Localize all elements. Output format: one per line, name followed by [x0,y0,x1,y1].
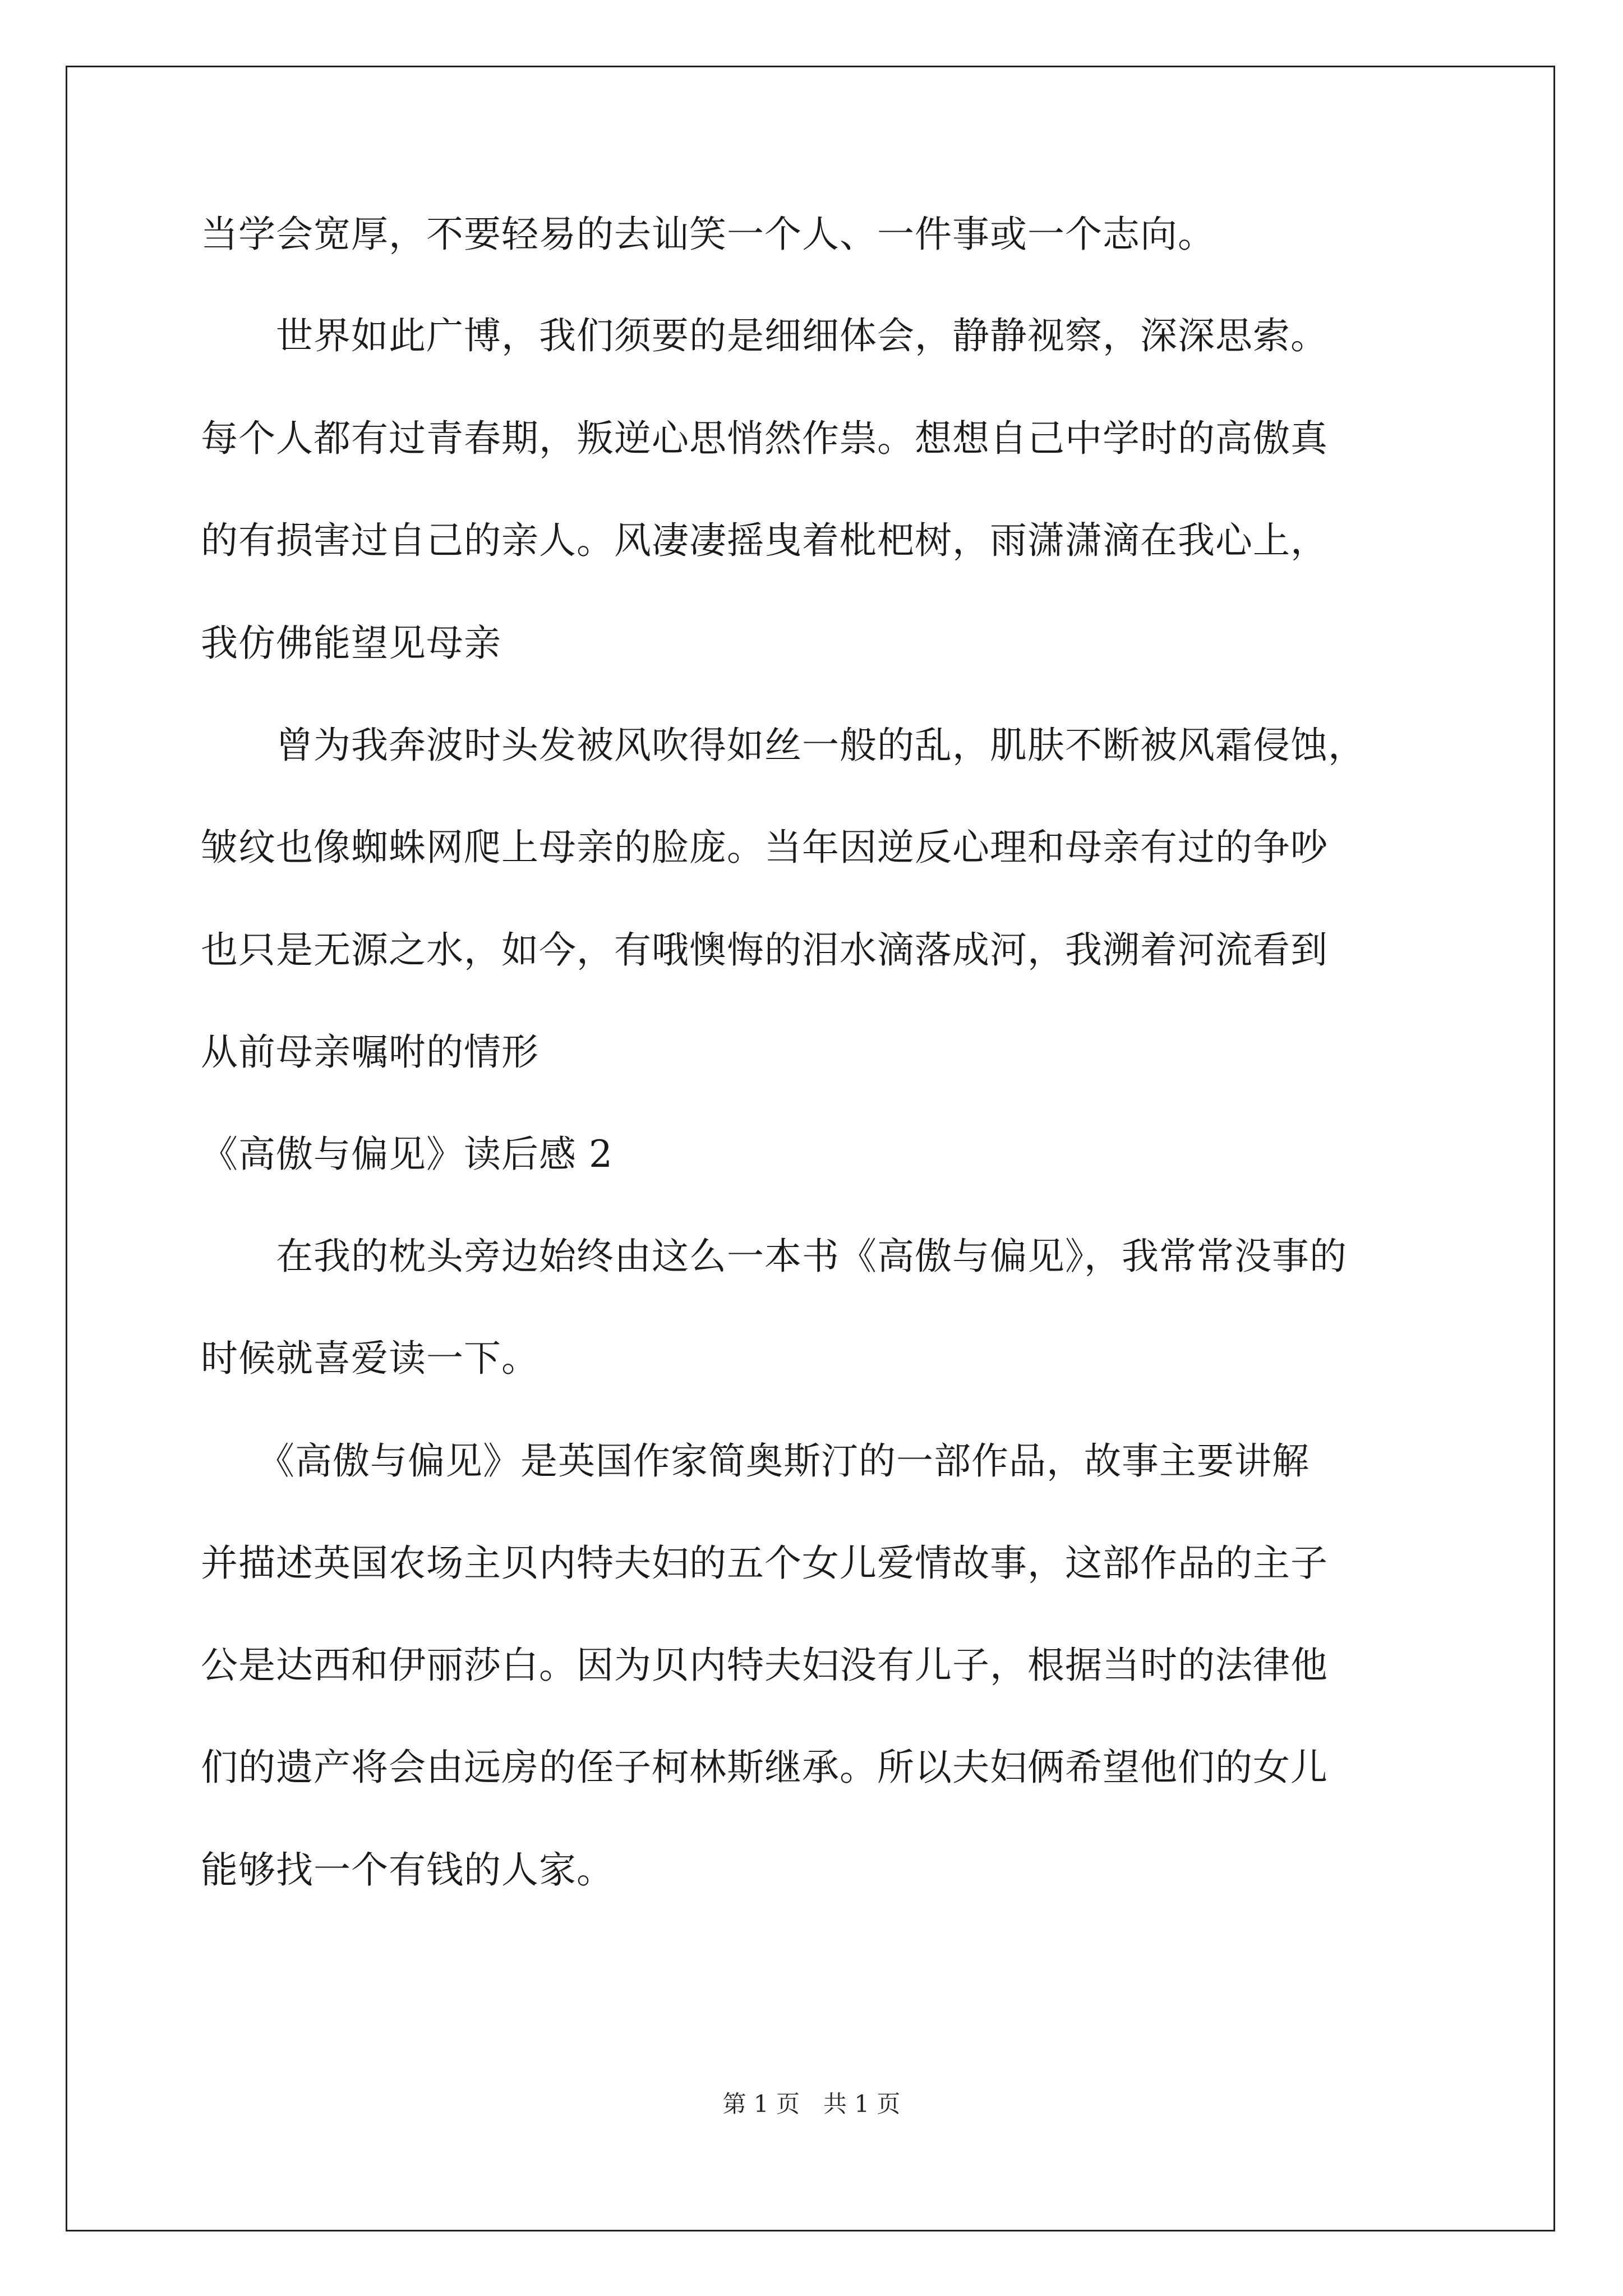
text-line: 从前母亲嘱咐的情形 [201,1030,539,1074]
text-line: 世界如此广博，我们须要的是细细体会，静静视察，深深思索。 [201,314,1328,357]
text-line: 的有损害过自己的亲人。风凄凄摇曳着枇杷树，雨潇潇滴在我心上， [201,519,1328,562]
text-line: 我仿佛能望见母亲 [201,622,501,665]
text-line: 在我的枕头旁边始终由这么一本书《高傲与偏见》，我常常没事的 [201,1235,1347,1278]
text-line: 《高傲与偏见》是英国作家简奥斯汀的一部作品，故事主要讲解 [201,1439,1310,1483]
text-line: 每个人都有过青春期，叛逆心思悄然作祟。想想自己中学时的高傲真 [201,417,1328,460]
text-line: 曾为我奔波时头发被风吹得如丝一般的乱，肌肤不断被风霜侵蚀， [201,724,1366,767]
text-line: 并描述英国农场主贝内特夫妇的五个女儿爱情故事，这部作品的主子 [201,1542,1328,1585]
text-line: 公是达西和伊丽莎白。因为贝内特夫妇没有儿子，根据当时的法律他 [201,1644,1328,1687]
text-line: 也只是无源之水，如今，有哦懊悔的泪水滴落成河，我溯着河流看到 [201,928,1328,972]
text-line: 能够找一个有钱的人家。 [201,1848,614,1892]
text-line: 皱纹也像蜘蛛网爬上母亲的脸庞。当年因逆反心理和母亲有过的争吵 [201,826,1328,869]
section-heading: 《高傲与偏见》读后感 2 [201,1133,613,1176]
text-line: 们的遗产将会由远房的侄子柯林斯继承。所以夫妇俩希望他们的女儿 [201,1746,1328,1789]
page-footer: 第 1 页 共 1 页 [722,2090,901,2118]
text-line: 当学会宽厚，不要轻易的去讪笑一个人、一件事或一个志向。 [201,213,1215,256]
text-line: 时候就喜爱读一下。 [201,1337,539,1380]
